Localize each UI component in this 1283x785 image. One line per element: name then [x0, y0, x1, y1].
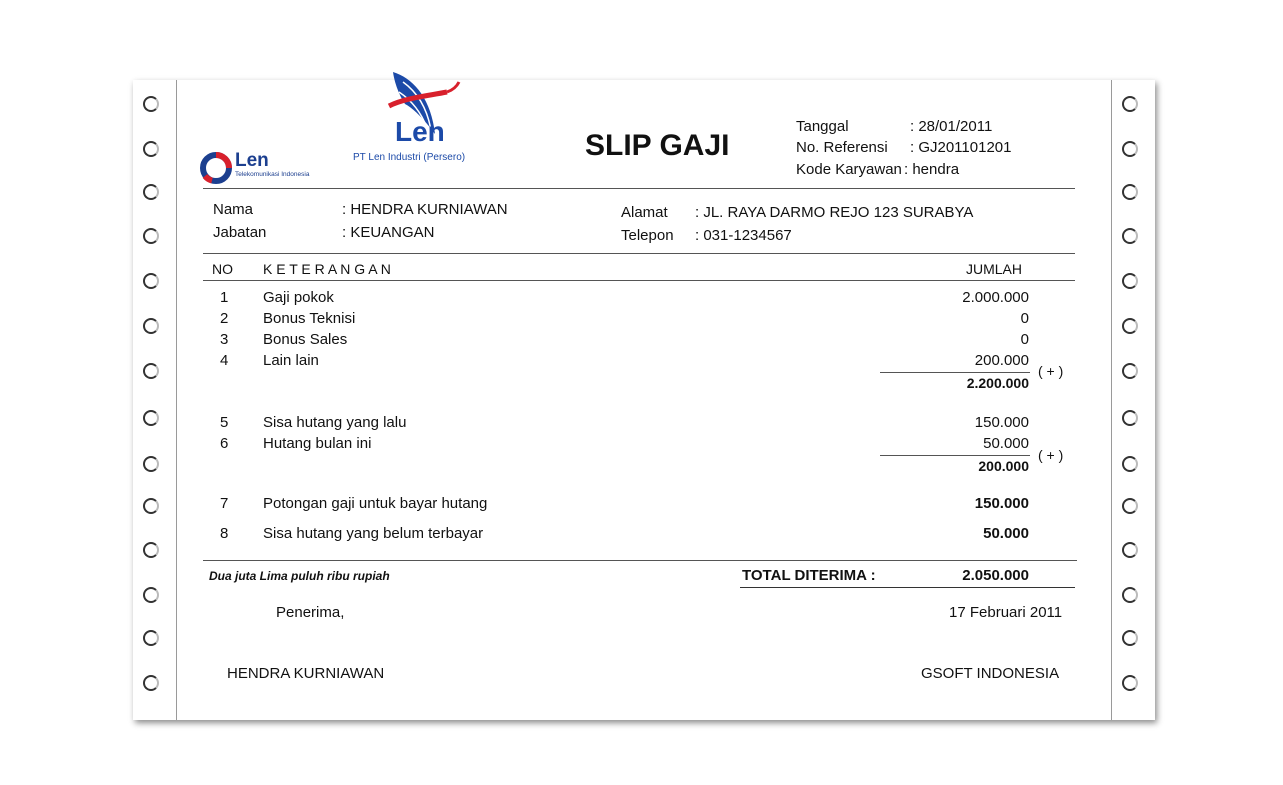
subtotal-income: 2.200.000: [966, 375, 1029, 391]
row-no: 2: [220, 310, 229, 327]
row-no: 5: [220, 414, 229, 431]
penerima-label: Penerima,: [276, 604, 345, 621]
terbilang-text: Dua juta Lima puluh ribu rupiah: [209, 569, 390, 583]
plus-mark: ( + ): [1038, 447, 1064, 463]
punch-hole-icon: [1122, 630, 1138, 646]
row-no: 1: [220, 289, 229, 306]
row-desc: Bonus Sales: [263, 331, 348, 348]
punch-hole-icon: [1122, 498, 1138, 514]
table-header-divider: [203, 280, 1075, 281]
punch-hole-icon: [143, 141, 159, 157]
total-underline: [740, 587, 1075, 588]
punch-hole-icon: [143, 410, 159, 426]
row-no: 8: [220, 525, 229, 542]
len-telekom-name: Len: [235, 150, 269, 171]
info-divider: [203, 253, 1075, 254]
subtotal-debt: 200.000: [978, 458, 1029, 474]
referensi-label: No. Referensi: [796, 139, 888, 156]
right-tractor-strip: [1111, 80, 1155, 720]
punch-hole-icon: [143, 184, 159, 200]
punch-hole-icon: [143, 498, 159, 514]
punch-hole-icon: [1122, 542, 1138, 558]
punch-hole-icon: [1122, 363, 1138, 379]
row-no: 4: [220, 352, 229, 369]
punch-hole-icon: [143, 228, 159, 244]
punch-hole-icon: [1122, 184, 1138, 200]
punch-hole-icon: [143, 363, 159, 379]
len-telekom-sub: Telekomunikasi Indonesia: [235, 171, 310, 178]
kode-karyawan-value: : hendra: [904, 161, 960, 178]
punch-hole-icon: [143, 630, 159, 646]
alamat-value: : JL. RAYA DARMO REJO 123 SURABYA: [695, 204, 974, 221]
punch-hole-icon: [143, 273, 159, 289]
alamat-label: Alamat: [621, 204, 668, 221]
row-no: 6: [220, 435, 229, 452]
row-amount: 50.000: [983, 435, 1029, 452]
len-industri-logo: [345, 68, 505, 178]
total-label: TOTAL DITERIMA :: [742, 567, 876, 584]
len-industri-name: Len: [395, 116, 445, 147]
nama-value: : HENDRA KURNIAWAN: [342, 201, 508, 218]
total-value: 2.050.000: [962, 567, 1029, 584]
row-amount: 150.000: [974, 414, 1029, 431]
slip-date: 17 Februari 2011: [949, 604, 1063, 621]
left-tractor-strip: [133, 80, 177, 720]
row-amount: 0: [1020, 331, 1029, 348]
row-amount: 150.000: [974, 495, 1029, 512]
row-desc: Bonus Teknisi: [263, 310, 356, 327]
tanggal-label: Tanggal: [796, 118, 849, 135]
punch-hole-icon: [143, 456, 159, 472]
col-keterangan-header: K E T E R A N G A N: [263, 261, 391, 277]
telepon-label: Telepon: [621, 227, 674, 244]
punch-hole-icon: [143, 542, 159, 558]
referensi-value: : GJ201101201: [910, 139, 1012, 156]
jabatan-label: Jabatan: [213, 224, 267, 241]
signer-employee: HENDRA KURNIAWAN: [227, 665, 385, 682]
punch-hole-icon: [1122, 228, 1138, 244]
row-desc: Potongan gaji untuk bayar hutang: [263, 495, 488, 512]
row-amount: 50.000: [983, 525, 1029, 542]
punch-hole-icon: [1122, 96, 1138, 112]
table-bottom-divider: [203, 560, 1077, 561]
tanggal-value: : 28/01/2011: [910, 118, 993, 135]
punch-hole-icon: [143, 675, 159, 691]
punch-hole-icon: [143, 318, 159, 334]
row-desc: Gaji pokok: [263, 289, 334, 306]
punch-hole-icon: [1122, 587, 1138, 603]
punch-hole-icon: [1122, 456, 1138, 472]
subtotal2-line: [880, 455, 1030, 456]
nama-label: Nama: [213, 201, 254, 218]
col-no-header: NO: [212, 261, 233, 277]
punch-hole-icon: [143, 587, 159, 603]
col-jumlah-header: JUMLAH: [966, 261, 1023, 277]
slip-title: SLIP GAJI: [585, 129, 730, 162]
jabatan-value: : KEUANGAN: [342, 224, 435, 241]
punch-hole-icon: [143, 96, 159, 112]
row-desc: Sisa hutang yang belum terbayar: [263, 525, 484, 542]
kode-karyawan-label: Kode Karyawan: [796, 161, 902, 178]
signer-company: GSOFT INDONESIA: [921, 665, 1060, 682]
punch-hole-icon: [1122, 410, 1138, 426]
row-no: 3: [220, 331, 229, 348]
plus-mark: ( + ): [1038, 363, 1064, 379]
header-divider: [203, 188, 1075, 189]
row-desc: Lain lain: [263, 352, 319, 369]
punch-hole-icon: [1122, 318, 1138, 334]
telepon-value: : 031-1234567: [695, 227, 792, 244]
punch-hole-icon: [1122, 273, 1138, 289]
len-ring-icon: [199, 151, 233, 185]
row-amount: 2.000.000: [962, 289, 1029, 306]
subtotal1-line: [880, 372, 1030, 373]
row-desc: Hutang bulan ini: [263, 435, 372, 452]
row-amount: 0: [1020, 310, 1029, 327]
punch-hole-icon: [1122, 141, 1138, 157]
row-amount: 200.000: [974, 352, 1029, 369]
payslip-paper: [133, 80, 1155, 720]
punch-hole-icon: [1122, 675, 1138, 691]
row-desc: Sisa hutang yang lalu: [263, 414, 407, 431]
len-industri-sub: PT Len Industri (Persero): [353, 152, 466, 163]
row-no: 7: [220, 495, 229, 512]
len-telekom-logo: [199, 150, 339, 186]
